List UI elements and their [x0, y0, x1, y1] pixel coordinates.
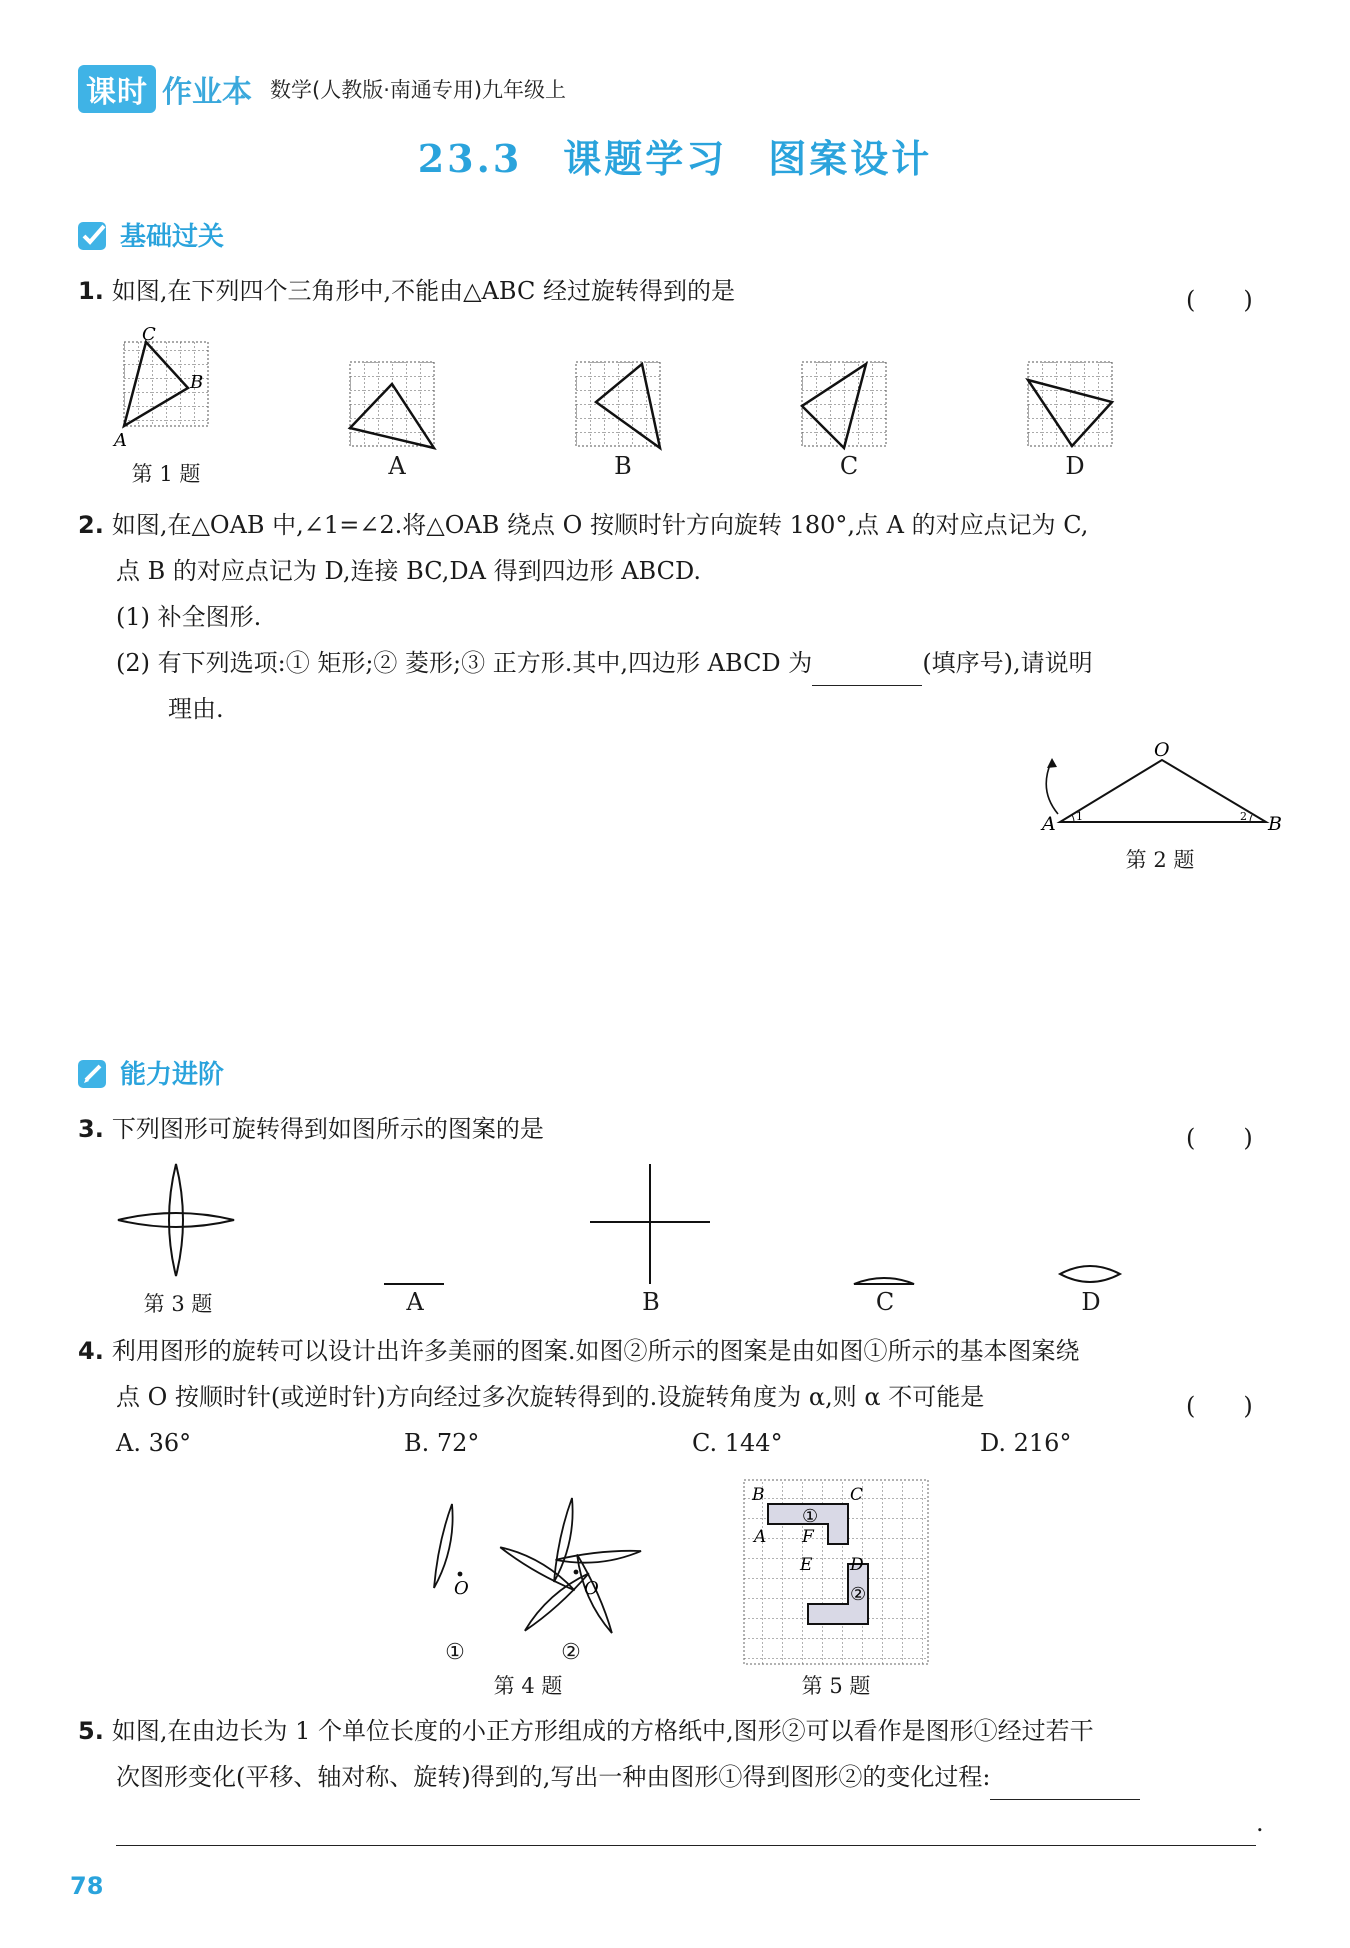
checkbox-icon [76, 218, 110, 252]
angle-2-label: 2 [1240, 810, 1247, 823]
q3-option-c: C [875, 1288, 895, 1316]
section-basic [76, 216, 224, 253]
option-d-leaf [1060, 1266, 1120, 1282]
answer-blank-1[interactable] [990, 1769, 1140, 1800]
point-e-label: E [800, 1555, 813, 1575]
point-f-label: F [802, 1527, 814, 1547]
answer-parens: ( ) [1186, 1124, 1253, 1152]
answer-blank-2[interactable] [116, 1809, 1256, 1846]
rotated-pattern-2 [495, 1498, 642, 1641]
brand-logo-box: 课时 [78, 65, 156, 113]
q2-figure [1030, 740, 1280, 840]
question-5 [78, 1708, 1278, 1846]
question-line-2: 点 B 的对应点记为 D,连接 BC,DA 得到四边形 ABCD. [116, 557, 702, 585]
q3-option-b: B [642, 1288, 660, 1316]
choice-b: B. 72° [404, 1429, 480, 1457]
question-line-2: 次图形变化(平移、轴对称、旋转)得到的,写出一种由图形①得到图形②的变化过程: [116, 1763, 991, 1791]
sentence-end: . [1256, 1809, 1264, 1837]
header-brand [78, 68, 566, 110]
question-number: 4. [78, 1337, 104, 1365]
sub-question-2-line2: 理由. [168, 695, 224, 723]
fig-label-1: ① [445, 1640, 465, 1665]
question-2 [78, 502, 1278, 732]
question-text: 下列图形可旋转得到如图所示的图案的是 [111, 1115, 544, 1143]
question-line-1: 如图,在△OAB 中,∠1=∠2.将△OAB 绕点 O 按顺时针方向旋转 180°,点 A 的对应点记为 C, [111, 511, 1089, 539]
sub-question-2-tail: (填序号),请说明 [922, 649, 1093, 677]
question-number: 1. [78, 277, 104, 305]
q4-caption: 第 4 题 [493, 1674, 563, 1698]
pencil-note-icon [76, 1056, 110, 1090]
grid-main [112, 324, 208, 451]
q1-option-d: D [1065, 452, 1085, 480]
basic-pattern-1 [434, 1504, 469, 1599]
page-number: 78 [70, 1872, 104, 1900]
q3-figure [110, 1160, 1150, 1290]
option-b-cross [590, 1164, 710, 1284]
question-number: 2. [78, 511, 104, 539]
answer-parens: ( ) [1186, 1392, 1253, 1420]
flower-pattern [118, 1164, 234, 1276]
option-d-triangle [1028, 362, 1112, 446]
question-3 [78, 1106, 544, 1152]
question-line-2: 点 O 按顺时针(或逆时针)方向经过多次旋转得到的.设旋转角度为 α,则 α 不可能是 [116, 1383, 985, 1411]
point-o-label: O [1154, 739, 1170, 761]
q1-caption: 第 1 题 [131, 462, 201, 486]
point-o-label-2: O [584, 1578, 599, 1599]
option-c-arc [854, 1278, 914, 1284]
choice-a: A. 36° [116, 1429, 192, 1457]
answer-parens: ( ) [1186, 286, 1253, 314]
q3-option-a: A [406, 1288, 424, 1316]
question-4 [78, 1328, 1278, 1420]
fig-label-2: ② [561, 1640, 581, 1665]
section-basic-label: 基础过关 [120, 222, 225, 252]
option-b-triangle [576, 362, 660, 448]
point-b-label: B [752, 1485, 765, 1505]
q1-option-c: C [839, 452, 859, 480]
question-number: 5. [78, 1717, 104, 1745]
answer-blank[interactable] [812, 655, 922, 686]
q5-caption: 第 5 题 [801, 1674, 871, 1698]
point-c-label: C [850, 1485, 864, 1505]
page-title: 23.3 课题学习 图案设计 [417, 136, 933, 181]
sub-question-1: (1) 补全图形. [116, 603, 262, 631]
question-line-1: 利用图形的旋转可以设计出许多美丽的图案.如图②所示的图案是由如图①所示的基本图案绕 [111, 1337, 1080, 1365]
q1-option-b: B [614, 452, 632, 480]
point-o-label: O [454, 1578, 469, 1599]
q2-caption: 第 2 题 [1125, 848, 1195, 872]
point-a-label: A [1042, 813, 1056, 835]
choice-c: C. 144° [692, 1429, 783, 1457]
question-1 [78, 268, 735, 314]
angle-1-label: 1 [1076, 810, 1083, 823]
point-b-label: B [1268, 813, 1282, 835]
point-d-label: D [850, 1555, 864, 1575]
point-b-label: B [190, 372, 204, 393]
shape-2-label: ② [850, 1584, 867, 1605]
section-advanced-label: 能力进阶 [120, 1060, 225, 1090]
brand-name: 作业本 [162, 75, 252, 110]
question-line-1: 如图,在由边长为 1 个单位长度的小正方形组成的方格纸中,图形②可以看作是图形①经过若干 [111, 1717, 1094, 1745]
q3-option-d: D [1081, 1288, 1101, 1316]
point-a-label: A [754, 1527, 767, 1547]
question-number: 3. [78, 1115, 104, 1143]
q4-figure [410, 1492, 640, 1662]
book-subtitle: 数学(人教版·南通专用)九年级上 [270, 78, 567, 102]
q5-figure [742, 1478, 930, 1666]
q3-caption: 第 3 题 [143, 1292, 213, 1316]
section-advanced [76, 1054, 224, 1091]
choice-d: D. 216° [980, 1429, 1072, 1457]
shape-1-label: ① [802, 1506, 819, 1527]
option-c-triangle [802, 362, 886, 448]
point-c-label: C [142, 324, 156, 345]
point-a-label: A [114, 430, 127, 451]
option-a-triangle [350, 362, 434, 448]
sub-question-2: (2) 有下列选项:① 矩形;② 菱形;③ 正方形.其中,四边形 ABCD 为 [116, 649, 813, 677]
question-text: 如图,在下列四个三角形中,不能由△ABC 经过旋转得到的是 [111, 277, 735, 305]
q1-option-a: A [388, 452, 406, 480]
